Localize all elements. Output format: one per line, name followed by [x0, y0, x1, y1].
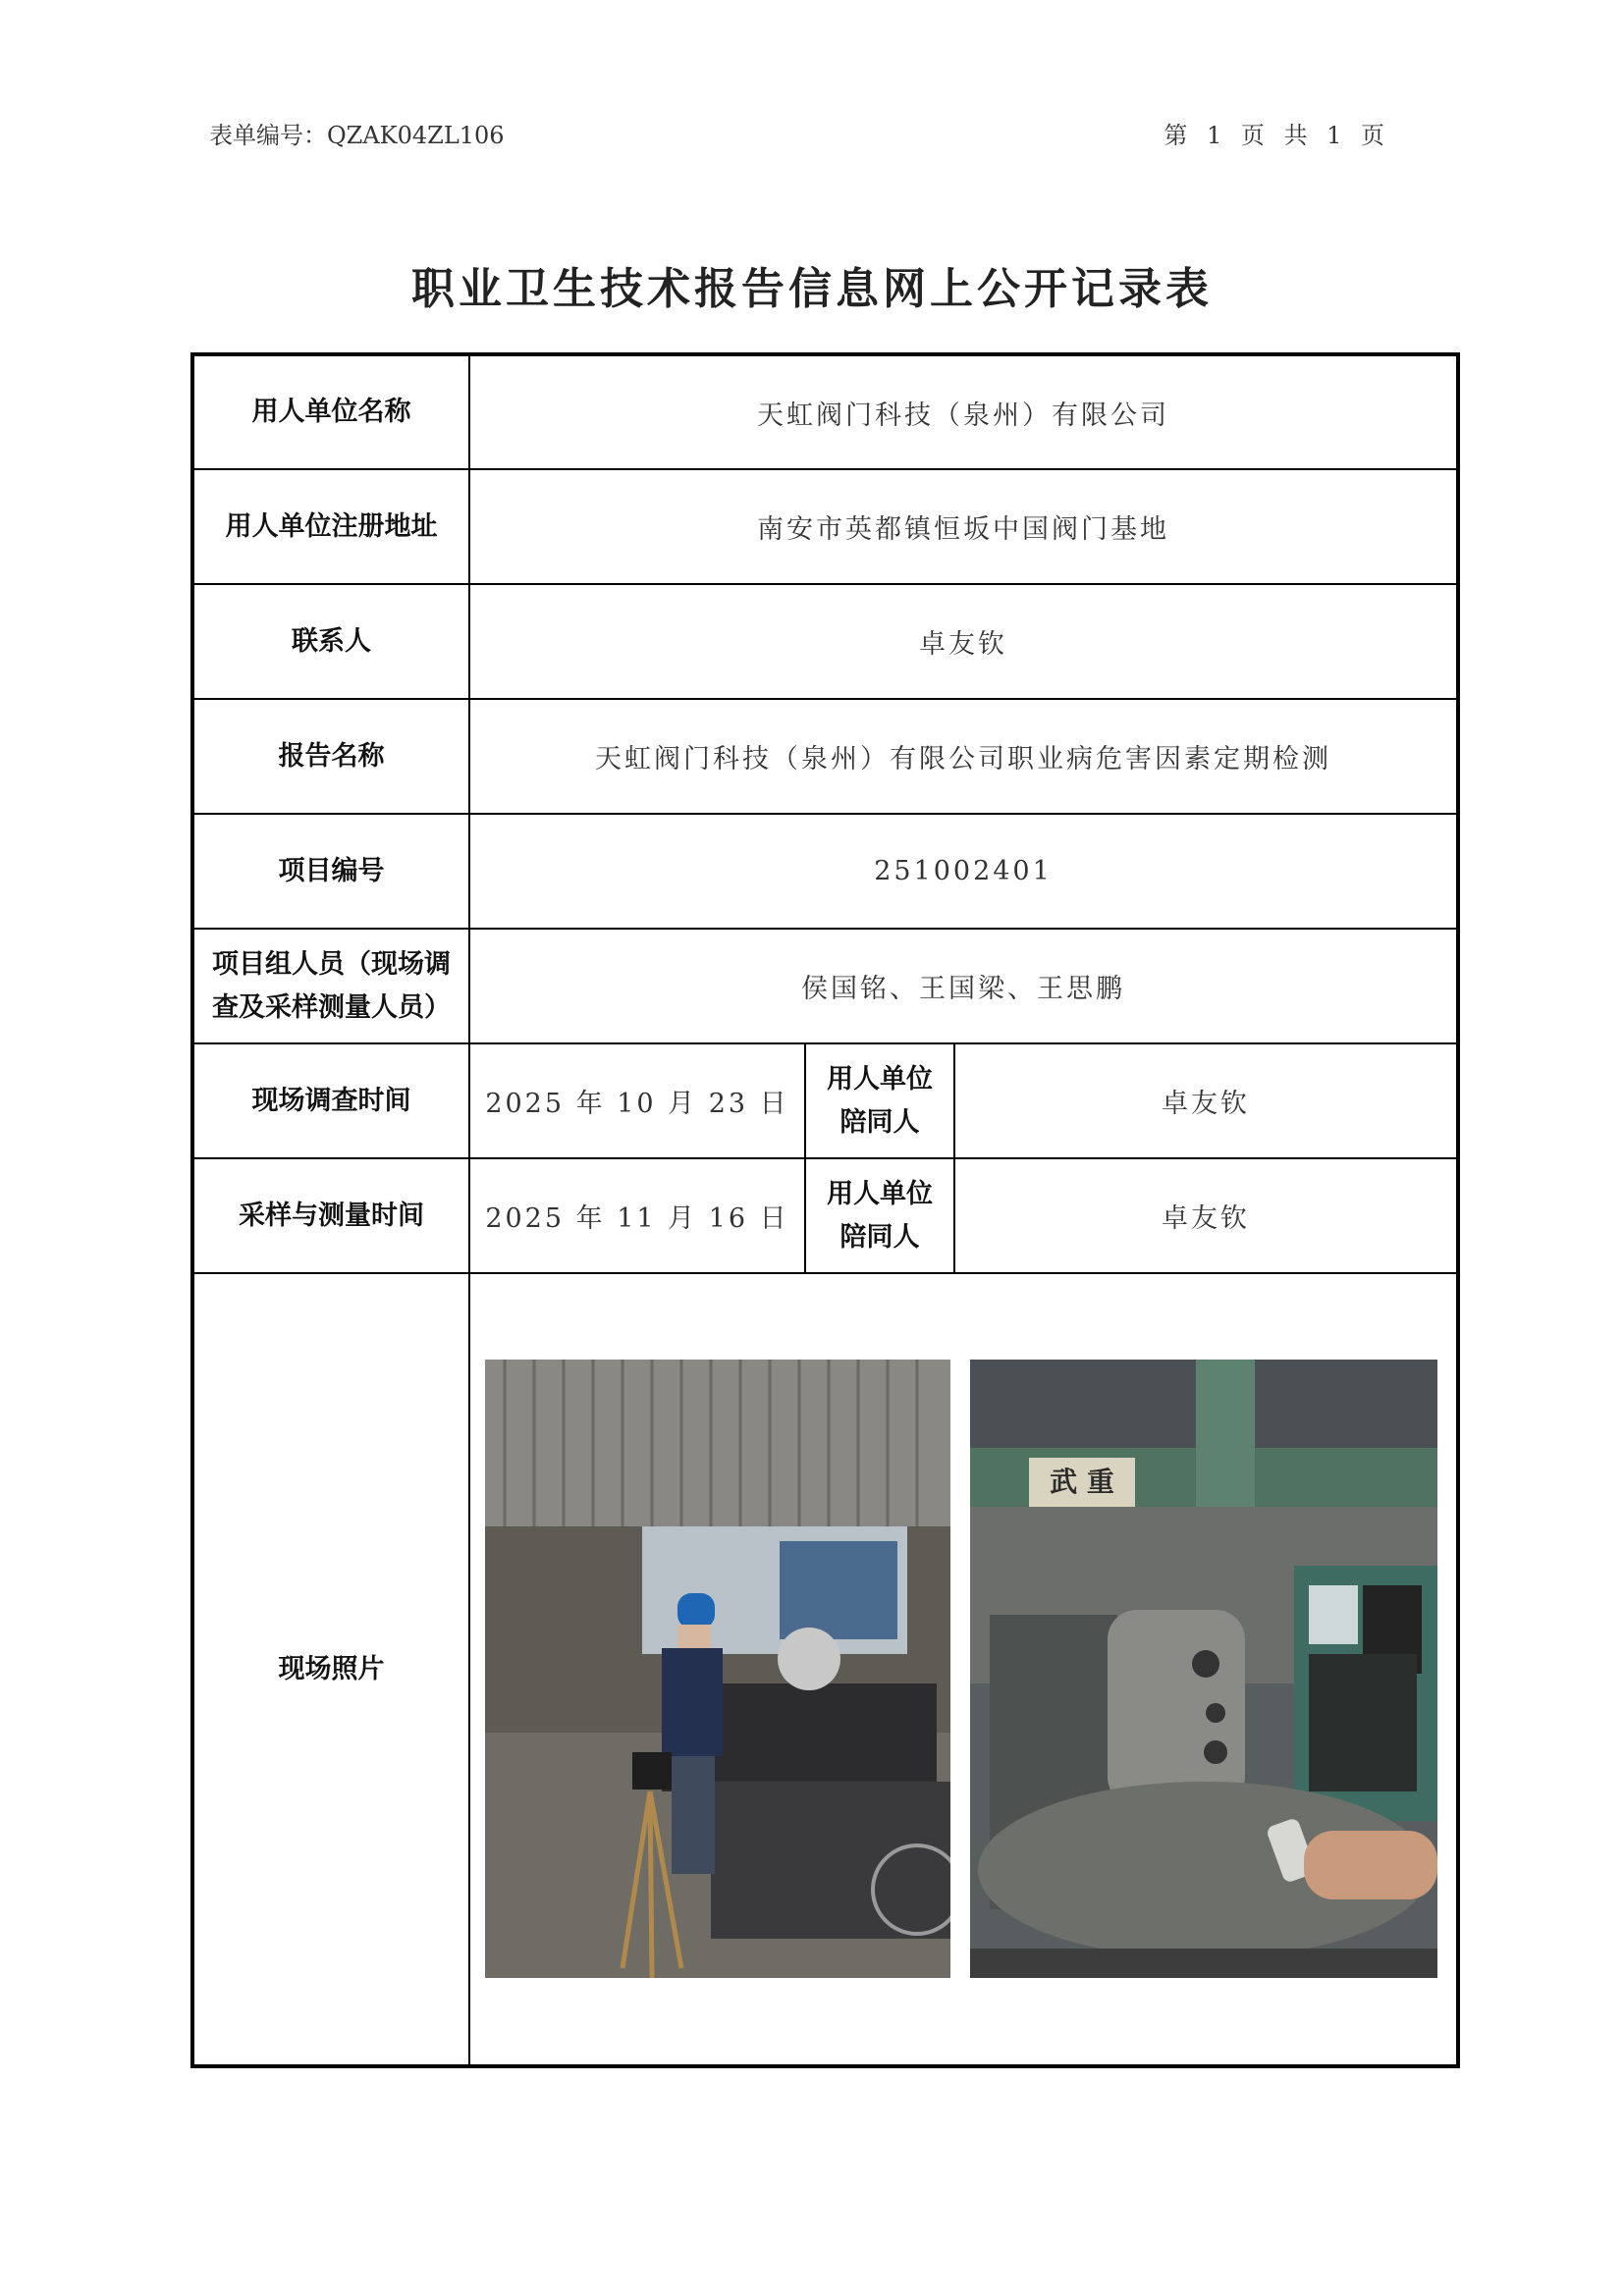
row-sampling: [192, 1158, 1458, 1273]
label-sampling-time: 采样与测量时间: [192, 1158, 469, 1273]
label-survey-companion: 用人单位陪同人: [805, 1043, 954, 1158]
value-survey-companion: 卓友钦: [954, 1043, 1458, 1158]
value-contact: 卓友钦: [469, 584, 1458, 699]
page-title: 职业卫生技术报告信息网上公开记录表: [411, 264, 1213, 314]
value-employer-address: 南安市英都镇恒坂中国阀门基地: [469, 469, 1458, 584]
record-table: [190, 352, 1460, 2068]
row-employer-name: [192, 354, 1458, 469]
value-sampling-companion: 卓友钦: [954, 1158, 1458, 1273]
label-employer-address: 用人单位注册地址: [192, 469, 469, 584]
row-project-no: [192, 814, 1458, 929]
site-photo-lathe-noise-measurement: [485, 1360, 950, 1978]
row-photos: [192, 1273, 1458, 2066]
label-survey-time: 现场调查时间: [192, 1043, 469, 1158]
row-contact: [192, 584, 1458, 699]
value-report-name: 天虹阀门科技（泉州）有限公司职业病危害因素定期检测: [469, 699, 1458, 814]
row-survey: [192, 1043, 1458, 1158]
label-contact: 联系人: [192, 584, 469, 699]
row-team-members: [192, 929, 1458, 1043]
label-photos: 现场照片: [192, 1273, 469, 2066]
value-sampling-time: 2025 年 11 月 16 日: [469, 1158, 805, 1273]
photos-cell: [469, 1273, 1458, 2066]
row-employer-address: [192, 469, 1458, 584]
value-team-members: 侯国铭、王国梁、王思鹏: [469, 929, 1458, 1043]
site-photo-machine-tool-sound-level-meter: [970, 1360, 1437, 1978]
page-info: 第 1 页 共 1 页: [1164, 122, 1390, 149]
label-team-members: 项目组人员（现场调查及采样测量人员）: [192, 929, 469, 1043]
label-employer-name: 用人单位名称: [192, 354, 469, 469]
form-number: 表单编号：QZAK04ZL106: [209, 122, 505, 149]
label-sampling-companion: 用人单位陪同人: [805, 1158, 954, 1273]
label-report-name: 报告名称: [192, 699, 469, 814]
value-project-no: 251002401: [469, 814, 1458, 929]
row-report-name: [192, 699, 1458, 814]
value-survey-time: 2025 年 10 月 23 日: [469, 1043, 805, 1158]
machine-sign-text: 武 重: [1050, 1466, 1114, 1498]
label-project-no: 项目编号: [192, 814, 469, 929]
value-employer-name: 天虹阀门科技（泉州）有限公司: [469, 354, 1458, 469]
